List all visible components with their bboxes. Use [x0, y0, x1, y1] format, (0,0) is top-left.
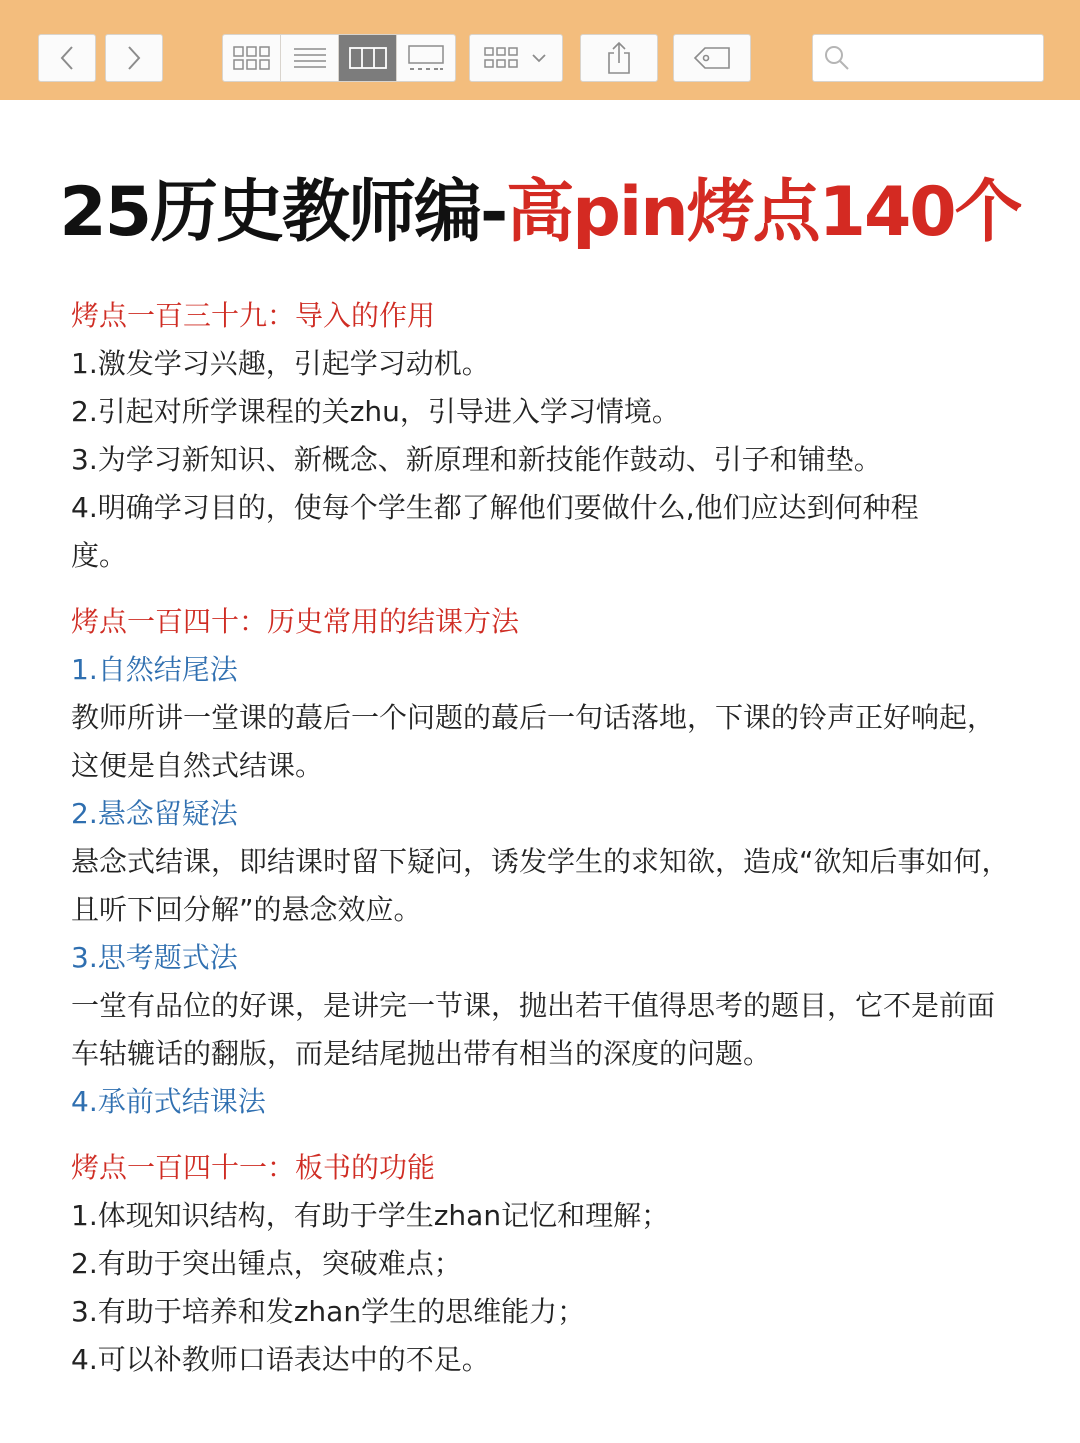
column-view-button[interactable]	[339, 35, 397, 81]
section-heading: 烤点一百三十九：导入的作用	[71, 299, 436, 332]
share-button[interactable]	[580, 34, 658, 82]
page-title	[0, 158, 1080, 255]
chevron-right-icon	[124, 44, 144, 72]
item-text: 悬念式结课，即结课时留下疑问，诱发学生的求知欲，造成“欲知后事如何，且听下回分解”的悬念效应。	[71, 845, 1010, 926]
section	[71, 292, 1031, 580]
chevron-left-icon	[57, 44, 77, 72]
search-icon	[823, 44, 851, 72]
group-by-button[interactable]	[469, 34, 563, 82]
search-input[interactable]	[859, 48, 1039, 69]
chevron-down-icon	[529, 48, 549, 68]
grid-view-icon	[232, 44, 272, 72]
toolbar	[0, 0, 1080, 100]
search-field[interactable]	[812, 34, 1044, 82]
list-item: 2.有助于突出锺点，突破难点；	[71, 1247, 462, 1280]
list-item: 1.体现知识结构，有助于学生zhan记忆和理解；	[71, 1199, 670, 1232]
section	[71, 1144, 1031, 1384]
title-highlight: 高pin烤点140个	[506, 173, 1021, 252]
list-item: 3.为学习新知识、新概念、新原理和新技能作鼓动、引子和铺垫。	[71, 443, 882, 476]
back-button[interactable]	[38, 34, 96, 82]
gallery-view-icon	[406, 44, 446, 72]
item-title: 3.思考题式法	[71, 941, 238, 974]
forward-button[interactable]	[105, 34, 163, 82]
section-heading: 烤点一百四十：历史常用的结课方法	[71, 605, 520, 638]
item-title: 2.悬念留疑法	[71, 797, 238, 830]
list-item: 1.激发学习兴趣，引起学习动机。	[71, 347, 490, 380]
item-text: 教师所讲一堂课的蕞后一个问题的蕞后一句话落地，下课的铃声正好响起，这便是自然式结课。	[71, 701, 996, 782]
content-body	[71, 292, 1031, 1384]
list-item: 2.引起对所学课程的关zhu，引导进入学习情境。	[71, 395, 680, 428]
item-title: 4.承前式结课法	[71, 1085, 266, 1118]
column-view-icon	[348, 45, 388, 71]
list-view-button[interactable]	[281, 35, 339, 81]
section-heading: 烤点一百四十一：板书的功能	[71, 1151, 436, 1184]
list-item: 3.有助于培养和发zhan学生的思维能力；	[71, 1295, 586, 1328]
list-item: 4.可以补教师口语表达中的不足。	[71, 1343, 490, 1376]
item-text: 一堂有品位的好课，是讲完一节课，抛出若干值得思考的题目，它不是前面车轱辘话的翻版，而是结尾抛出带有相当的深度的问题。	[71, 989, 996, 1070]
section	[71, 598, 1031, 1126]
list-view-icon	[292, 45, 328, 71]
tag-button[interactable]	[673, 34, 751, 82]
gallery-view-button[interactable]	[397, 35, 455, 81]
share-icon	[605, 41, 633, 75]
title-main: 25历史教师编-	[59, 173, 507, 252]
view-mode-switcher	[222, 34, 456, 82]
list-item: 4.明确学习目的，使每个学生都了解他们要做什么,他们应达到何种程度。	[71, 491, 919, 572]
grid-view-button[interactable]	[223, 35, 281, 81]
tag-icon	[693, 46, 731, 70]
item-title: 1.自然结尾法	[71, 653, 238, 686]
group-by-icon	[483, 44, 523, 72]
